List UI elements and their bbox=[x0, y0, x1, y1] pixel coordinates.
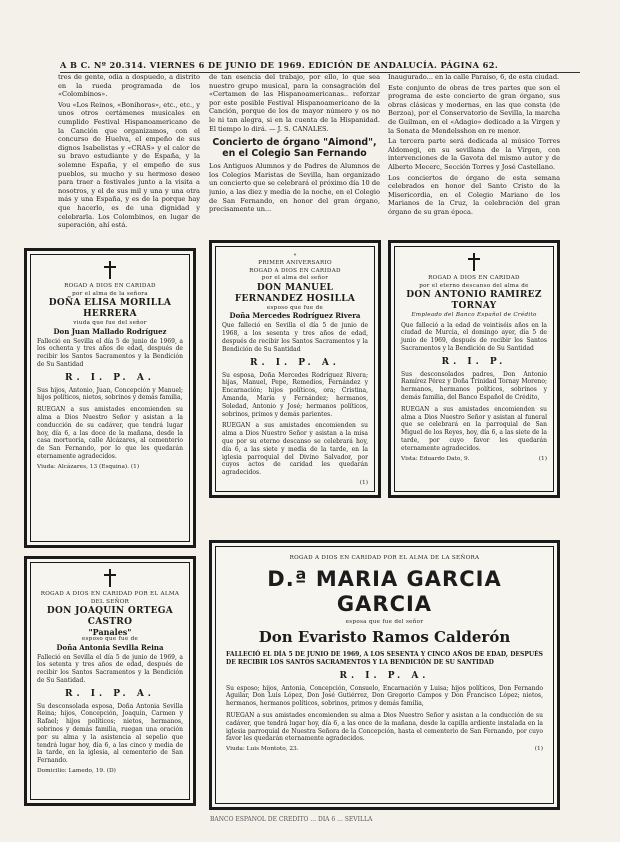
spouse-name: Doña Mercedes Rodríguez Rivera bbox=[229, 311, 361, 321]
notice-body: Su esposa, Doña Mercedes Rodríguez Rivera; hijas, Manuel, Pepe, Remedios, Fernández y Encarnación; hijos políticos, ora; Cristina, Amanda, María y Fernández; hermanos, Soledad, Antonio y José; hermanos políticos, sobrinos, primos y demás parientes. bbox=[222, 371, 368, 418]
notice-body: FALLECIÓ EL DÍA 5 DE JUNIO DE 1969, A LOS SESENTA Y CINCO AÑOS DE EDAD, DESPUÉS DE RECIBIR LOS SANTOS SACRAMENTOS Y LA BENDICIÓN DE SU SANTIDAD bbox=[226, 651, 543, 666]
deceased-name: DOÑA ELISA MORILLA HERRERA bbox=[48, 298, 172, 319]
notice-line: ROGAD A DIOS EN CARIDAD bbox=[64, 283, 156, 289]
notice-footer: Viuda: Alcázares, 13 (Esquina). (1) bbox=[37, 463, 140, 470]
notice-line: ROGAD A DIOS EN CARIDAD POR EL ALMA DE LA SEÑORA bbox=[289, 555, 480, 561]
obituary-fernandez bbox=[209, 240, 381, 498]
concert-headline: Concierto de órgano "Aimond", en el Colegio San Fernando bbox=[212, 137, 377, 160]
concert-paragraph: Los Antiguos Alumnos y de Padres de Alumnos de los Colegios Maristas de Sevilla, han organizado un concierto que se celebrará el próximo día 10 de junio, a las diez y media de la noche, en el Colegio de San Fernando, en honor del gran órgano, precisamente un... bbox=[209, 162, 380, 214]
notice-line: por el alma de la señora bbox=[72, 290, 148, 297]
page-header: A B C. Nº 20.314. VIERNES 6 DE JUNIO DE 1969. EDICIÓN DE ANDALUCÍA. PÁGINA 62. bbox=[60, 60, 580, 73]
article-paragraph: La tercera parte será dedicada al músico Torres Aldomegi, en su sevillana de la Virgen, con intervenciones de la Gavota del mismo autor y de Alberto Mecerc, Sección Torres y José Castellano. bbox=[388, 137, 560, 171]
bottom-strip: BANCO ESPAÑOL DE CRÉDITO ... DIA 6 ... SEVILLA bbox=[210, 816, 373, 823]
notice-line: ROGAD A DIOS EN CARIDAD bbox=[249, 267, 341, 274]
deceased-nickname: "Panales" bbox=[88, 627, 132, 637]
notice-body: Sus hijos, Antonio, Juan, Concepción y Manuel; hijos políticos, nietos, sobrinos y demás familia, bbox=[37, 386, 183, 402]
cross-icon bbox=[467, 253, 481, 271]
spouse-name: Don Juan Mallado Rodríguez bbox=[53, 326, 167, 336]
notice-line: esposa que fue del señor bbox=[345, 618, 424, 625]
rip-label: R. I. P. A. bbox=[250, 357, 340, 368]
deceased-name: D.ª MARIA GARCIA GARCIA bbox=[267, 566, 502, 616]
notice-body: Que falleció en Sevilla el día 5 de junio de 1968, a los sesenta y tres años de edad, después de recibir los Santos Sacramentos y la Bendición de Su Santidad bbox=[222, 322, 368, 353]
spouse-name: Don Evaristo Ramos Calderón bbox=[258, 628, 511, 646]
notice-body: RUEGAN a sus amistades encomienden su alma a Dios Nuestro Señor y asistan a la misa que por su eterno descanso se celebrará hoy, día 6, a las siete y media de la tarde, en la iglesia parroquial del Divino Salvador, por cuyos actos de caridad les quedarán agradecidos. bbox=[222, 422, 368, 477]
notice-footer: Domicilio: Lamedo, 19. (D) bbox=[37, 768, 116, 775]
article-column-mid bbox=[209, 73, 380, 241]
cross-icon bbox=[103, 261, 117, 279]
notice-line: viuda que fue del señor bbox=[73, 320, 147, 326]
article-paragraph: de tan esencia del trabajo, por ello, lo que sea nuestro grupo musical, para la consagración del «Certamen de las Hispanoamericanas.. reforzar por este posible Festival Hispanoamericano de la Canción, porque de los de mayor número y os no le ni tan alegra, si en la cuenta de la Hispanidad. El tiempo lo dirá. — J. S. CANALES. bbox=[209, 73, 380, 133]
notice-body: Su desconsolada esposa, Doña Antonia Sevilla Reina; hijos, Concepción, Joaquín, Carmen y Rafael; hijos políticos; nietos, hermanos, sobrinos y demás familia, ruegan una oración por su alma y la asistencia al sepelio que tendrá lugar hoy, día 6, a las cinco y media de la tarde, en la iglesia, al cementerio de San Fernando. bbox=[37, 702, 183, 765]
notice-body: RUEGAN a sus amistades encomienden su alma a Dios Nuestro Señor y asistan a la conducción de su cadáver, que tendrá lugar hoy, día 6, a las doce de la mañana, desde la casa mortuoria, calle Alcázares, al cementerio de San Fernando, por lo que les quedarán eternamente agradecidos. bbox=[37, 406, 183, 461]
deceased-name: DON MANUEL FERNANDEZ HOSILLA bbox=[234, 282, 356, 304]
spouse-name: Doña Antonia Sevilla Reina bbox=[56, 642, 164, 652]
article-paragraph: tres de gente, odia a dospuedo, a distrito en la rueda programada de los «Colombinos». bbox=[58, 73, 200, 99]
notice-body: RUEGAN a sus amistades encomienden su alma a Dios Nuestro Señor y asistan a la conducción de su cadáver, que tendrá lugar hoy, día 6, a las once de la mañana, desde la capilla ardiente instalada en la iglesia parroquial de Nuestra Señora de la Concepción, hasta el cementerio de San Fernando, por cuyo favor les quedarán eternamente agradecidos. bbox=[226, 711, 543, 743]
rip-label: R. I. P. A. bbox=[65, 688, 155, 699]
notice-body: Falleció en Sevilla el día 5 de junio de 1969, a los setenta y tres años de edad, después de recibir los Santos Sacramentos y la Bendición de Su Santidad. bbox=[37, 653, 183, 684]
notice-footer: Viuda: Luis Montoto, 23. (1) bbox=[226, 746, 543, 753]
rip-label: R. I. P. A. bbox=[65, 372, 155, 383]
obituary-ramirez bbox=[388, 240, 560, 498]
deceased-name: DON ANTONIO RAMIREZ TORNAY bbox=[406, 290, 542, 311]
deceased-name: DON JOAQUIN ORTEGA CASTRO bbox=[46, 606, 174, 627]
obituary-ortega bbox=[24, 556, 196, 806]
article-paragraph: Inaugurado... en la calle Paraíso, 6, de esta ciudad. bbox=[388, 73, 560, 81]
notice-footer: (1) bbox=[359, 480, 368, 486]
notice-line: PRIMER ANIVERSARIO bbox=[258, 260, 332, 267]
notice-line: ROGAD A DIOS EN CARIDAD POR EL ALMA DEL SEÑOR bbox=[40, 591, 180, 605]
notice-body: Falleció en Sevilla el día 5 de junio de 1969, a los ochenta y tres años de edad, después de recibir los Santos Sacramentos y la Bendición de Su Santidad bbox=[37, 337, 183, 368]
article-paragraph: Los conciertos de órgano de esta semana celebrados en honor del Santo Cristo de la Misericordia, en el Colegio Mariano de los Marianos de la Cruz, la celebración del gran órgano de su gran época. bbox=[388, 173, 560, 216]
cross-icon bbox=[288, 253, 302, 256]
obituary-garcia bbox=[209, 540, 560, 810]
article-column-right bbox=[388, 73, 560, 241]
notice-body: Su esposo; hijos, Antonia, Concepción, Consuelo, Encarnación y Luisa; hijos políticos, Don Fernando Aguilar, Don Luis López, Don José Gutiérrez, Don Gregorio Campos y Don Francisco López; nietos, hermanos, hermanos políticos, sobrinos, primos y demás familia, bbox=[226, 684, 543, 708]
notice-line: esposo que fue de bbox=[266, 304, 324, 311]
notice-line: por el alma del señor bbox=[261, 275, 329, 282]
rip-label: R. I. P. A. bbox=[339, 670, 430, 681]
rip-label: R. I. P. bbox=[441, 356, 507, 367]
article-column-left bbox=[58, 73, 200, 241]
article-paragraph: Vou «Los Reinos, «Bonihoras», etc., etc., y unos otros certámenes musicales en cumplido Festival Hispanoamericano de la Canción que organizamos, con el concurso de Huelva, el empeño de sus dignos Isabelistas y «CRAS» y el calor de su bravo estudiante y de España, y la solemne España, y el empeño de sus pueblos, su mucho y su hermoso deseo para traer a festivales junto a la visita a nosotros, y el de sus mil y una y una otra más y una España, y es de la porque hay que hacerlo, es de una dignidad y celebrarla. Los Colombinos, en lugar de superación, ahí está. bbox=[58, 100, 200, 230]
obituary-morilla bbox=[24, 248, 196, 548]
notice-line: Empleado del Banco Español de Crédito bbox=[411, 312, 537, 318]
notice-line: por el eterno descanso del alma de bbox=[419, 282, 529, 289]
notice-body: Sus desconsolados padres, Don Antonio Ramírez Pérez y Doña Trinidad Tornay Moreno; hermanos, hermanos políticos, sobrinos y demás familia, del Banco Español de Crédito, bbox=[401, 370, 547, 402]
notice-line: ROGAD A DIOS EN CARIDAD bbox=[428, 275, 520, 281]
notice-body: RUEGAN a sus amistades encomienden su alma a Dios Nuestro Señor y asistan al funeral que se celebrará en la parroquial de San Miguel de los Reyes, hoy, día 6, a las siete de la tarde, por cuyo favor les quedarán eternamente agradecidos. bbox=[401, 405, 547, 452]
notice-line: esposo que fue de bbox=[81, 636, 139, 642]
cross-icon bbox=[103, 569, 117, 587]
notice-body: Que falleció a la edad de veintiséis años en la ciudad de Murcia, el domingo ayer, día 5 de junio de 1969, después de recibir los Santos Sacramentos y la Bendición de Su Santidad bbox=[401, 321, 547, 352]
article-paragraph: Este conjunto de obras de tres partes que son el programa de este concierto de gran órgano, sus obras clásicas y modernas, en las que consta (de Berzoa), por el Conservatorio de Sevilla, la marcha de Guilman, en el «Adagio» dedicado a la Virgen y la Sonata de Mendelsshon en re menor. bbox=[388, 83, 560, 135]
notice-footer: Vista: Eduardo Dato, 9. (1) bbox=[401, 455, 547, 462]
